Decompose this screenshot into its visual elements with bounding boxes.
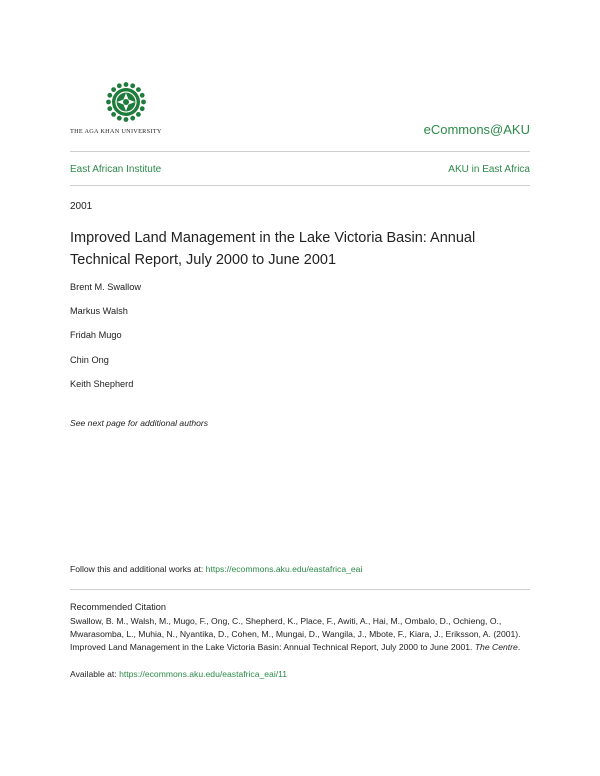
follow-link[interactable]: https://ecommons.aku.edu/eastafrica_eai	[205, 564, 363, 574]
author-item: Markus Walsh	[70, 306, 128, 317]
available-label: Available at:	[70, 669, 120, 679]
author-item: Keith Shepherd	[70, 378, 134, 389]
author-list	[70, 282, 141, 403]
header-divider	[70, 151, 530, 152]
aku-emblem-icon	[106, 82, 146, 122]
citation-text	[70, 615, 532, 655]
citation-publisher: The Centre	[474, 642, 518, 653]
aku-east-africa-link[interactable]: AKU in East Africa	[448, 164, 530, 175]
logo-text: THE AGA KHAN UNIVERSITY	[70, 128, 162, 135]
publication-year: 2001	[70, 201, 93, 212]
citation-body: Swallow, B. M., Walsh, M., Mugo, F., Ong, C., Shepherd, K., Place, F., Awiti, A., Hai, M., Ombalo, D., Ochieng, O., Mwarasomba, L., Muhia, N., Nyantika, D., Cohen, M., Mungai, D., Wangila, J., Mbote, F., Kiara, J., Eriksson, A. (2001). Improved Land Management in the Lake Victoria Basin: Annual Technical Report, July 2000 to June 2001.	[70, 616, 521, 653]
author-item: Chin Ong	[70, 354, 109, 365]
additional-authors-note: See next page for additional authors	[70, 418, 209, 428]
ecommons-brand-link[interactable]: eCommons@AKU	[423, 122, 530, 137]
document-title: Improved Land Management in the Lake Victoria Basin: Annual Technical Report, July 2000 to June 2001	[70, 230, 476, 268]
author-item: Fridah Mugo	[70, 330, 122, 341]
follow-line	[70, 564, 362, 574]
citation-end: .	[517, 642, 521, 653]
citation-divider	[70, 589, 530, 590]
citation-heading: Recommended Citation	[70, 602, 167, 612]
available-at-line	[70, 669, 287, 679]
aku-logo	[70, 82, 182, 135]
author-item: Brent M. Swallow	[70, 282, 141, 292]
nav-divider	[70, 185, 530, 186]
east-african-institute-link[interactable]: East African Institute	[70, 164, 162, 175]
available-link[interactable]: https://ecommons.aku.edu/eastafrica_eai/11	[119, 669, 288, 679]
follow-text: Follow this and additional works at:	[70, 564, 206, 574]
